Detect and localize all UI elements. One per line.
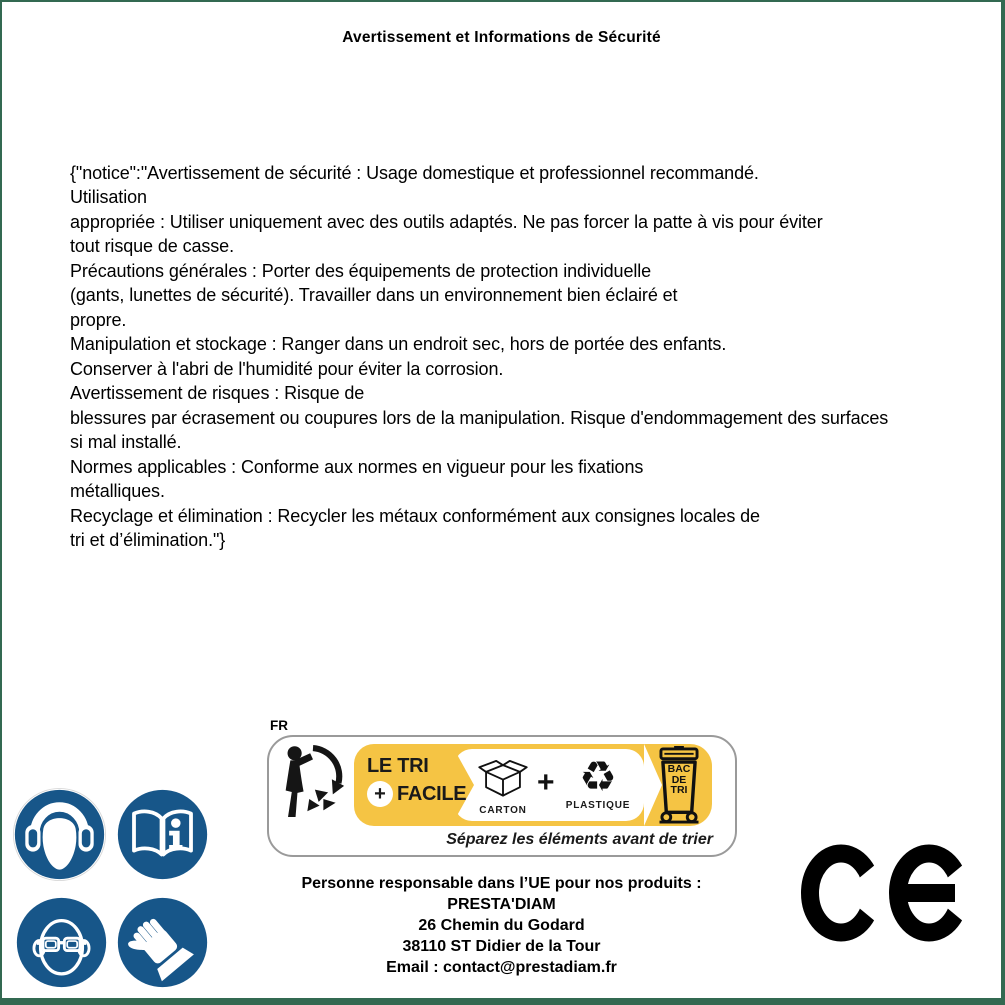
triman-icon bbox=[280, 745, 346, 821]
sorting-bin-icon bbox=[656, 746, 702, 824]
wear-ear-protection-icon bbox=[12, 787, 107, 882]
notice-line: tout risque de casse. bbox=[70, 236, 234, 256]
sorting-caption: Séparez les éléments avant de trier bbox=[446, 831, 713, 848]
responsible-intro: Personne responsable dans l’UE pour nos produits : bbox=[301, 875, 702, 892]
notice-line: Avertissement de risques : Risque de bbox=[70, 383, 365, 403]
country-code-label: FR bbox=[270, 718, 288, 733]
notice-line: Utilisation bbox=[70, 187, 147, 207]
notice-line: Recyclage et élimination : Recycler les métaux conformément aux consignes locales de bbox=[70, 505, 760, 526]
address-line-1: 26 Chemin du Godard bbox=[418, 917, 585, 934]
plus-separator: + bbox=[537, 766, 555, 799]
plus-badge: + bbox=[367, 781, 393, 807]
notice-line: propre. bbox=[70, 309, 127, 330]
notice-line: tri et d’élimination."} bbox=[70, 530, 226, 550]
page-title: Avertissement et Informations de Sécurité bbox=[342, 29, 661, 46]
ce-mark-icon bbox=[799, 843, 974, 943]
facile-text: FACILE bbox=[397, 782, 467, 805]
notice-text bbox=[70, 87, 888, 553]
bin-text-line: BAC bbox=[667, 763, 691, 775]
carton-label: CARTON bbox=[479, 805, 527, 816]
info-tri-label bbox=[267, 735, 737, 857]
notice-line: Normes applicables : Conforme aux normes en vigueur pour les fixations bbox=[70, 456, 644, 477]
notice-line: blessures par écrasement ou coupures lors de la manipulation. Risque d'endommagement des surfaces bbox=[70, 407, 889, 428]
notice-line: Manipulation et stockage : Ranger dans un endroit sec, hors de portée des enfants. bbox=[70, 334, 727, 354]
bin-text-line: DE bbox=[671, 773, 687, 786]
plastique-label: PLASTIQUE bbox=[565, 800, 631, 811]
cardboard-box-icon bbox=[474, 755, 532, 799]
le-tri-text: LE TRI bbox=[367, 755, 429, 777]
notice-line: appropriée : Utiliser uniquement avec des outils adaptés. Ne pas forcer la patte à vis pour éviter bbox=[70, 211, 823, 232]
bin-text-line: TRI bbox=[670, 784, 688, 796]
notice-line: Conserver à l'abri de l'humidité pour éviter la corrosion. bbox=[70, 358, 504, 379]
notice-line: métalliques. bbox=[70, 481, 165, 501]
le-tri-facile-wordmark bbox=[367, 755, 466, 807]
material-carton bbox=[468, 755, 538, 816]
notice-line: {"notice":"Avertissement de sécurité : Usage domestique et professionnel recommandé. bbox=[70, 162, 759, 183]
read-instruction-manual-icon bbox=[115, 787, 210, 882]
notice-line: si mal installé. bbox=[70, 432, 182, 452]
contact-email: Email : contact@prestadiam.fr bbox=[386, 959, 617, 976]
notice-line: Précautions générales : Porter des équipements de protection individuelle bbox=[70, 260, 652, 281]
notice-line: (gants, lunettes de sécurité). Travailler dans un environnement bien éclairé et bbox=[70, 285, 678, 305]
bac-de-tri-text bbox=[662, 764, 696, 796]
address-line-2: 38110 ST Didier de la Tour bbox=[402, 938, 601, 955]
recycling-symbol-icon: ♻ bbox=[579, 753, 617, 800]
company-name: PRESTA'DIAM bbox=[447, 896, 556, 913]
material-plastique bbox=[556, 755, 640, 811]
info-tri-band bbox=[354, 744, 712, 826]
